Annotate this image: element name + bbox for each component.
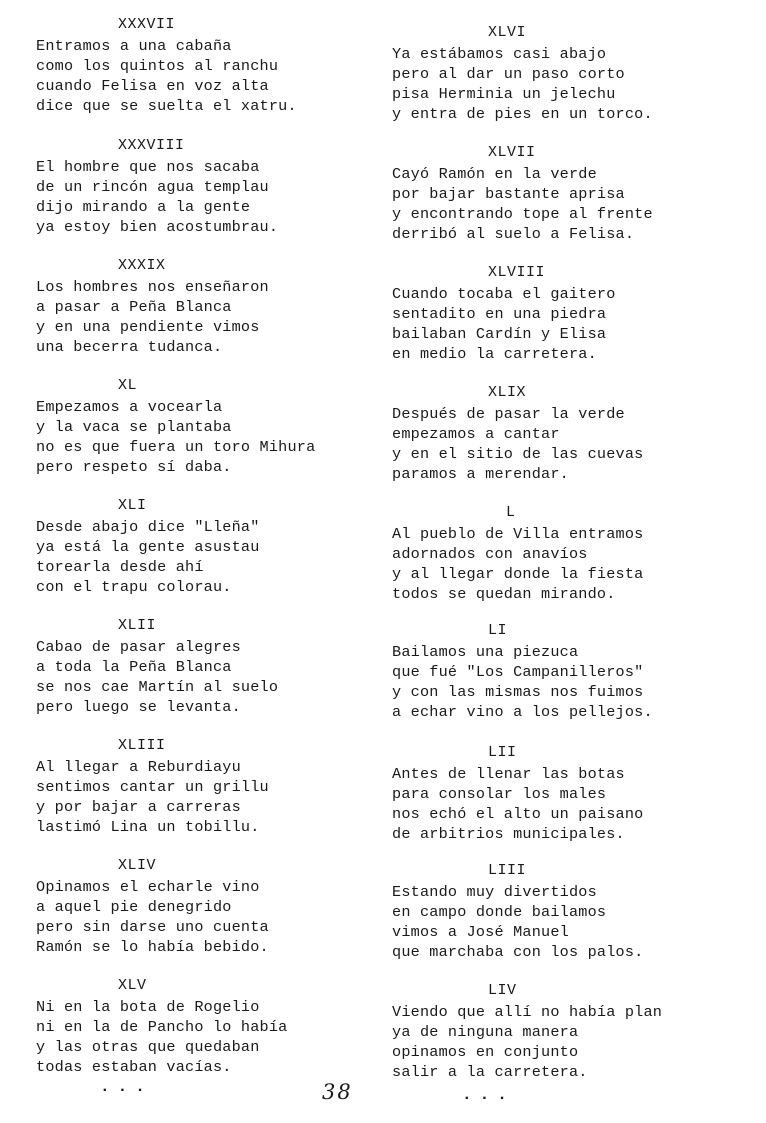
page-number: 38 bbox=[322, 1080, 353, 1104]
verse-line: Ni en la bota de Rogelio bbox=[36, 998, 260, 1016]
verse-line: Los hombres nos enseñaron bbox=[36, 278, 269, 296]
verse-line: en campo donde bailamos bbox=[392, 903, 607, 921]
verse-line: Al pueblo de Villa entramos bbox=[392, 525, 644, 543]
verse-line: con el trapu colorau. bbox=[36, 578, 232, 596]
verse-line: cuando Felisa en voz alta bbox=[36, 77, 269, 95]
verse-line: ya estoy bien acostumbrau. bbox=[36, 218, 279, 236]
verse-line: Antes de llenar las botas bbox=[392, 765, 625, 783]
verse-line: paramos a merendar. bbox=[392, 465, 569, 483]
verse-line: por bajar bastante aprisa bbox=[392, 185, 625, 203]
stanza bbox=[392, 862, 643, 962]
stanza-number: XXXIX bbox=[118, 257, 166, 274]
stanza-number: XXXVIII bbox=[118, 137, 185, 154]
verse-line: y al llegar donde la fiesta bbox=[392, 565, 644, 583]
verse-line: a aquel pie denegrido bbox=[36, 898, 232, 916]
verse-line: todos se quedan mirando. bbox=[392, 585, 616, 603]
verse-line: y la vaca se plantaba bbox=[36, 418, 232, 436]
verse-line: como los quintos al ranchu bbox=[36, 57, 279, 75]
stanza-number: LI bbox=[488, 622, 508, 639]
stanza bbox=[36, 617, 278, 717]
verse-line: El hombre que nos sacaba bbox=[36, 158, 260, 176]
stanza bbox=[36, 377, 315, 477]
stanza bbox=[36, 257, 269, 357]
stanza-number: XLII bbox=[118, 617, 157, 634]
verse-line: todas estaban vacías. bbox=[36, 1058, 232, 1076]
verse-line: Ya estábamos casi abajo bbox=[392, 45, 607, 63]
verse-line: no es que fuera un toro Mihura bbox=[36, 438, 316, 456]
stanza-number: XLIX bbox=[488, 384, 527, 401]
stanza bbox=[392, 264, 616, 364]
verse-line: pero luego se levanta. bbox=[36, 698, 241, 716]
stanza-number: LIV bbox=[488, 982, 517, 999]
verse-line: Opinamos el echarle vino bbox=[36, 878, 260, 896]
stanza bbox=[392, 982, 662, 1082]
stanza-number: XLVII bbox=[488, 144, 536, 161]
stanza bbox=[392, 622, 653, 722]
verse-line: a echar vino a los pellejos. bbox=[392, 703, 653, 721]
continuation-dots-left: ... bbox=[100, 1078, 153, 1096]
stanza bbox=[392, 384, 643, 484]
verse-line: dijo mirando a la gente bbox=[36, 198, 251, 216]
verse-line: salir a la carretera. bbox=[392, 1063, 588, 1081]
stanza bbox=[36, 977, 287, 1077]
stanza bbox=[36, 137, 278, 237]
verse-line: empezamos a cantar bbox=[392, 425, 560, 443]
stanza bbox=[36, 16, 297, 116]
verse-line: y con las mismas nos fuimos bbox=[392, 683, 644, 701]
stanza-number: LII bbox=[488, 744, 517, 761]
verse-line: pero al dar un paso corto bbox=[392, 65, 625, 83]
verse-line: Entramos a una cabaña bbox=[36, 37, 232, 55]
verse-line: Al llegar a Reburdiayu bbox=[36, 758, 241, 776]
verse-line: se nos cae Martín al suelo bbox=[36, 678, 279, 696]
verse-line: y por bajar a carreras bbox=[36, 798, 241, 816]
verse-line: Bailamos una piezuca bbox=[392, 643, 579, 661]
verse-line: y en el sitio de las cuevas bbox=[392, 445, 644, 463]
verse-line: lastimó Lina un tobillu. bbox=[36, 818, 260, 836]
verse-line: Ramón se lo había bebido. bbox=[36, 938, 269, 956]
verse-line: sentadito en una piedra bbox=[392, 305, 607, 323]
verse-line: Desde abajo dice "Lleña" bbox=[36, 518, 260, 536]
stanza bbox=[36, 737, 269, 837]
stanza-number: XLI bbox=[118, 497, 147, 514]
verse-line: a pasar a Peña Blanca bbox=[36, 298, 232, 316]
stanza bbox=[392, 144, 653, 244]
verse-line: pero sin darse uno cuenta bbox=[36, 918, 269, 936]
verse-line: y en una pendiente vimos bbox=[36, 318, 260, 336]
verse-line: Después de pasar la verde bbox=[392, 405, 625, 423]
verse-line: Viendo que allí no había plan bbox=[392, 1003, 663, 1021]
verse-line: pisa Herminia un jelechu bbox=[392, 85, 616, 103]
verse-line: ya de ninguna manera bbox=[392, 1023, 579, 1041]
stanza bbox=[36, 857, 269, 957]
stanza-number: XLVIII bbox=[488, 264, 546, 281]
stanza-number: XLVI bbox=[488, 24, 527, 41]
stanza bbox=[392, 504, 643, 604]
verse-line: opinamos en conjunto bbox=[392, 1043, 579, 1061]
verse-line: ya está la gente asustau bbox=[36, 538, 260, 556]
stanza bbox=[392, 744, 643, 844]
verse-line: torearla desde ahí bbox=[36, 558, 204, 576]
verse-line: Empezamos a vocearla bbox=[36, 398, 223, 416]
verse-line: y encontrando tope al frente bbox=[392, 205, 653, 223]
verse-line: Cayó Ramón en la verde bbox=[392, 165, 597, 183]
verse-line: derribó al suelo a Felisa. bbox=[392, 225, 635, 243]
verse-line: pero respeto sí daba. bbox=[36, 458, 232, 476]
continuation-dots-right: ... bbox=[462, 1086, 515, 1104]
verse-line: y entra de pies en un torco. bbox=[392, 105, 653, 123]
verse-line: bailaban Cardín y Elisa bbox=[392, 325, 607, 343]
verse-line: a toda la Peña Blanca bbox=[36, 658, 232, 676]
stanza bbox=[36, 497, 260, 597]
verse-line: sentimos cantar un grillu bbox=[36, 778, 269, 796]
stanza-number: XL bbox=[118, 377, 138, 394]
verse-line: vimos a José Manuel bbox=[392, 923, 569, 941]
verse-line: Cabao de pasar alegres bbox=[36, 638, 241, 656]
stanza-number: XLIII bbox=[118, 737, 166, 754]
verse-line: y las otras que quedaban bbox=[36, 1038, 260, 1056]
stanza bbox=[392, 24, 653, 124]
verse-line: que marchaba con los palos. bbox=[392, 943, 644, 961]
verse-line: que fué "Los Campanilleros" bbox=[392, 663, 644, 681]
verse-line: de un rincón agua templau bbox=[36, 178, 269, 196]
verse-line: en medio la carretera. bbox=[392, 345, 597, 363]
stanza-number: LIII bbox=[488, 862, 527, 879]
verse-line: dice que se suelta el xatru. bbox=[36, 97, 297, 115]
stanza-number: L bbox=[506, 504, 516, 521]
stanza-number: XXXVII bbox=[118, 16, 176, 33]
verse-line: Cuando tocaba el gaitero bbox=[392, 285, 616, 303]
verse-line: ni en la de Pancho lo había bbox=[36, 1018, 288, 1036]
verse-line: de arbitrios municipales. bbox=[392, 825, 625, 843]
verse-line: adornados con anavíos bbox=[392, 545, 588, 563]
verse-line: una becerra tudanca. bbox=[36, 338, 223, 356]
stanza-number: XLV bbox=[118, 977, 147, 994]
verse-line: Estando muy divertidos bbox=[392, 883, 597, 901]
verse-line: para consolar los males bbox=[392, 785, 607, 803]
verse-line: nos echó el alto un paisano bbox=[392, 805, 644, 823]
stanza-number: XLIV bbox=[118, 857, 157, 874]
